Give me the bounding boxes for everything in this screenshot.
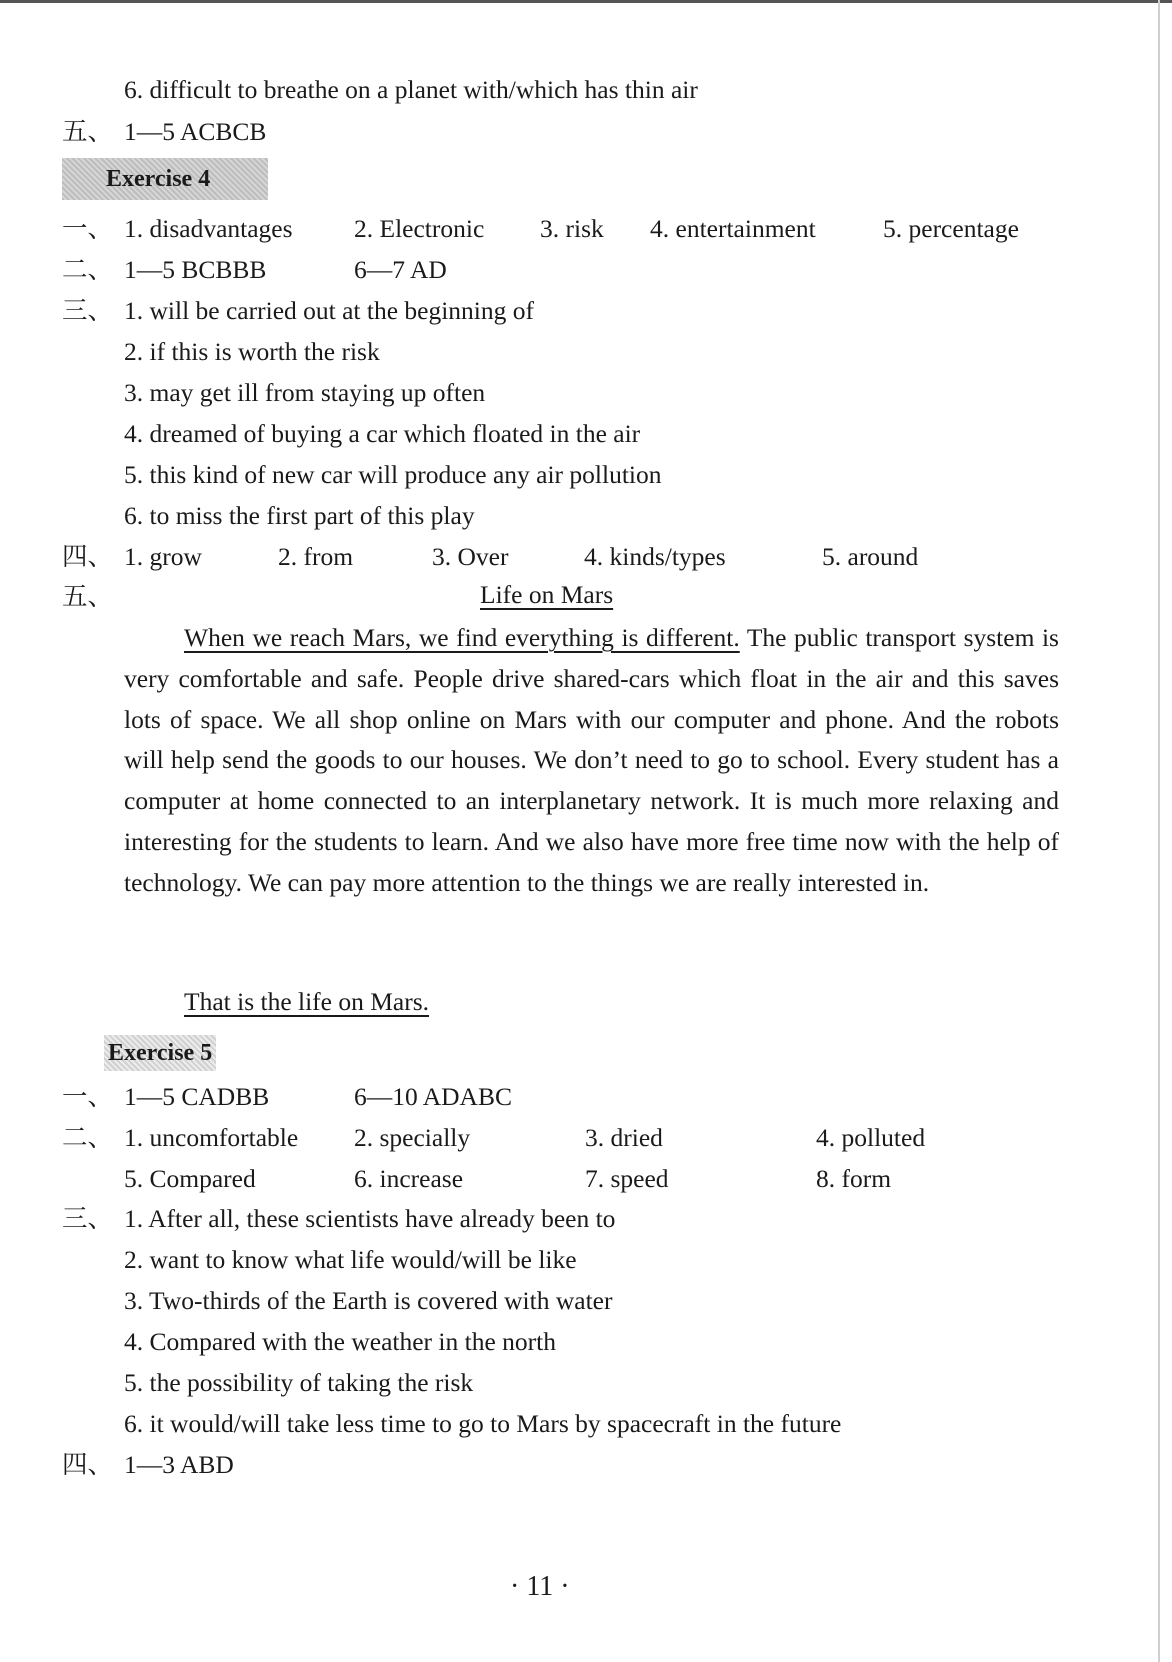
answer-item: 3. risk	[540, 214, 604, 243]
answer-item: 8. form	[816, 1164, 892, 1193]
answer-line: 6. to miss the first part of this play	[124, 501, 475, 530]
answer-item: 4. polluted	[816, 1123, 926, 1152]
answer-line: 6. difficult to breathe on a planet with/which has thin air	[124, 75, 698, 104]
answer-line: 2. want to know what life would/will be like	[124, 1245, 577, 1274]
answer-line: 6. it would/will take less time to go to Mars by spacecraft in the future	[124, 1409, 842, 1438]
section-mark: 二、	[62, 255, 114, 284]
section-mark: 四、	[62, 1450, 114, 1479]
section-mark: 三、	[62, 296, 114, 325]
answer-line: 4. Compared with the weather in the north	[124, 1327, 556, 1356]
top-border	[0, 0, 1172, 3]
answer-line: 1. After all, these scientists have already been to	[124, 1204, 616, 1233]
exercise-5-heading: Exercise 5	[104, 1035, 216, 1071]
answer-item: 1. grow	[124, 542, 202, 571]
answer-item: 1. disadvantages	[124, 214, 293, 243]
answer-item: 4. kinds/types	[584, 542, 726, 571]
page-edge	[1158, 0, 1160, 1662]
essay-closing-sentence: That is the life on Mars.	[184, 987, 430, 1016]
answer-line: 3. may get ill from staying up often	[124, 378, 486, 407]
answer-item: 5. around	[822, 542, 919, 571]
answer-line: 3. Two-thirds of the Earth is covered with water	[124, 1286, 613, 1315]
essay-paragraph	[124, 618, 1059, 904]
answer-item: 1—3 ABD	[124, 1450, 234, 1479]
answer-line: 1. will be carried out at the beginning of	[124, 296, 535, 325]
answer-line: 5. the possibility of taking the risk	[124, 1368, 474, 1397]
section-mark: 四、	[62, 542, 114, 571]
essay-body: The public transport system is very comfortable and safe. People drive shared-cars which float in the air and this saves lots of space. We all shop online on Mars with our computer and phone. And the robots will help send the goods to our houses. We don’t need to go to school. Every student has a computer at home connected to an interplanetary network. It is much more relaxing and interesting for the students to learn. And we also have more free time now with the help of technology. We can pay more attention to the things we are really interested in.	[124, 623, 1059, 897]
answer-item: 4. entertainment	[650, 214, 816, 243]
answer-item: 2. from	[278, 542, 354, 571]
answer-item: 1—5 CADBB	[124, 1082, 270, 1111]
section-mark: 二、	[62, 1123, 114, 1152]
answer-item: 1. uncomfortable	[124, 1123, 299, 1152]
answer-item: 2. Electronic	[354, 214, 485, 243]
answer-item: 6—10 ADABC	[354, 1082, 512, 1111]
answer-item: 1—5 BCBBB	[124, 255, 267, 284]
section-mark: 五、	[62, 582, 114, 611]
answer-line: 5. this kind of new car will produce any air pollution	[124, 460, 662, 489]
section-mark: 三、	[62, 1204, 114, 1233]
section-mark: 五、	[62, 117, 114, 146]
answer-line: 4. dreamed of buying a car which floated in the air	[124, 419, 641, 448]
answer-item: 3. Over	[432, 542, 509, 571]
page-number: · 11 ·	[510, 1571, 570, 1602]
section-mark: 一、	[62, 214, 114, 243]
answer-item: 6—7 AD	[354, 255, 447, 284]
section-mark: 一、	[62, 1082, 114, 1111]
answer-item: 2. specially	[354, 1123, 471, 1152]
answer-item: 6. increase	[354, 1164, 464, 1193]
answer-line: 2. if this is worth the risk	[124, 337, 380, 366]
answer-item: 7. speed	[585, 1164, 669, 1193]
answer-item: 3. dried	[585, 1123, 663, 1152]
answer-item: 5. percentage	[883, 214, 1019, 243]
answer-item: 5. Compared	[124, 1164, 256, 1193]
exercise-4-heading: Exercise 4	[62, 158, 268, 200]
answer-line: 1—5 ACBCB	[124, 117, 267, 146]
essay-opening-sentence: When we reach Mars, we find everything is different.	[184, 623, 740, 652]
essay-title: Life on Mars	[480, 580, 614, 609]
